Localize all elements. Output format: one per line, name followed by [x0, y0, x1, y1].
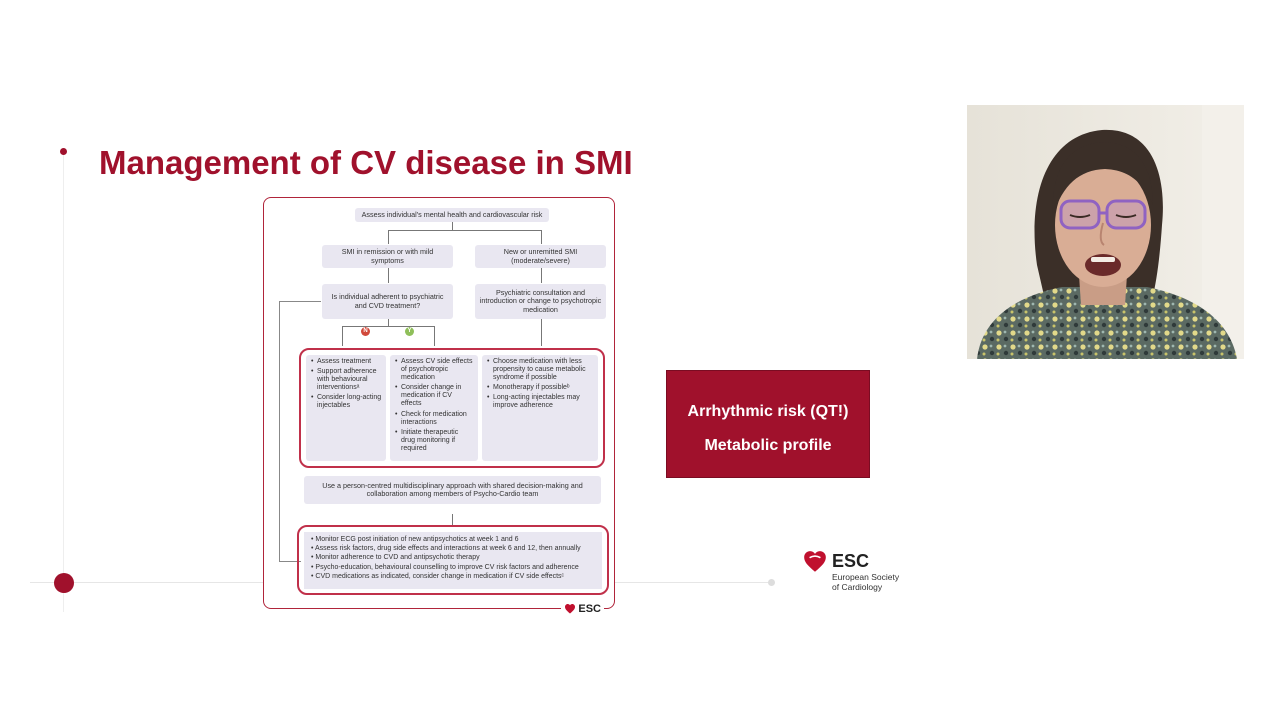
flowchart-figure	[263, 197, 615, 615]
col2-item: • Check for medication interactions	[401, 411, 474, 427]
flow-psych-box: Psychiatric consultation and introduction or change to psychotropic medication	[475, 284, 606, 319]
speaker-video	[967, 105, 1244, 359]
flow-connector	[434, 326, 435, 346]
flow-connector	[541, 319, 542, 346]
monitor-item: • CVD medications as indicated, consider change in medication if CV side effectsᶜ	[311, 572, 565, 580]
slide-title: Management of CV disease in SMI	[99, 144, 633, 181]
flow-connector	[388, 230, 389, 244]
timeline-end-dot	[768, 579, 775, 586]
esc-logo	[802, 549, 912, 593]
timeline-vertical-line	[63, 152, 64, 612]
col1-item: • Support adherence with behavioural interventionsᵃ	[317, 368, 382, 392]
flow-connector	[452, 514, 453, 525]
monitor-item: • Monitor adherence to CVD and antipsychotic therapy	[311, 554, 480, 562]
flow-connector	[541, 230, 542, 244]
esc-logo-line-2: of Cardiology	[832, 581, 883, 592]
col2-item: • Assess CV side effects of psychotropic medication	[401, 358, 474, 382]
monitor-item: • Assess risk factors, drug side effects and interactions at week 6 and 12, then annually	[311, 545, 581, 553]
flow-connector	[342, 326, 343, 346]
flow-connector	[541, 268, 542, 283]
esc-logo-line-1: European Society	[832, 572, 900, 582]
flow-connector	[388, 230, 541, 231]
monitor-item: • Monitor ECG post initiation of new antipsychotics at week 1 and 6	[311, 536, 519, 543]
flow-question-box: Is individual adherent to psychiatric and CVD treatment?	[322, 284, 453, 319]
col2-item: • Initiate therapeutic drug monitoring if required	[401, 429, 474, 453]
flow-right-box: New or unremitted SMI (moderate/severe)	[475, 245, 606, 268]
flow-connector	[388, 268, 389, 283]
highlight-line-2: Metabolic profile	[704, 437, 832, 454]
col3-item: • Choose medication with less propensity to cause metabolic syndrome if possible	[493, 358, 594, 382]
flow-loop-line	[279, 301, 321, 302]
highlight-box	[666, 370, 870, 478]
speaker-image	[967, 105, 1244, 359]
badge-no: N	[361, 327, 370, 336]
col2-item: • Consider change in medication if CV effects	[401, 384, 474, 408]
flow-approach-box: Use a person-centred multidisciplinary approach with shared decision-making and collaboration among members of Psycho-Cardio team	[304, 476, 601, 504]
flow-connector	[342, 326, 434, 327]
flow-connector	[452, 222, 453, 230]
col3-item: • Long-acting injectables may improve adherence	[493, 394, 594, 410]
highlight-line-1: Arrhythmic risk (QT!)	[687, 403, 849, 420]
flow-top-box: Assess individual's mental health and cardiovascular risk	[355, 208, 549, 222]
esc-mini-text: ESC	[578, 603, 601, 615]
esc-logo-subtitle	[832, 573, 899, 592]
esc-mini-logo	[561, 603, 604, 615]
monitoring-box	[304, 532, 602, 589]
flow-connector	[388, 319, 389, 326]
col1-item: • Assess treatment	[317, 358, 382, 366]
col3-item: • Monotherapy if possibleᵇ	[493, 384, 594, 392]
esc-logo-word: ESC	[832, 551, 870, 571]
flow-left-box: SMI in remission or with mild symptoms	[322, 245, 453, 268]
col1-item: • Consider long-acting injectables	[317, 394, 382, 410]
flow-loop-line	[279, 301, 280, 561]
treatment-column-3	[482, 355, 598, 461]
treatment-column-2	[390, 355, 478, 461]
esc-heart-icon	[802, 549, 828, 575]
timeline-marker-dot	[54, 573, 74, 593]
treatment-column-1	[306, 355, 386, 461]
heart-icon	[564, 603, 576, 615]
badge-yes: Y	[405, 327, 414, 336]
monitor-item: • Psycho-education, behavioural counselling to improve CV risk factors and adherence	[311, 563, 579, 571]
timeline-top-dot	[60, 148, 67, 155]
